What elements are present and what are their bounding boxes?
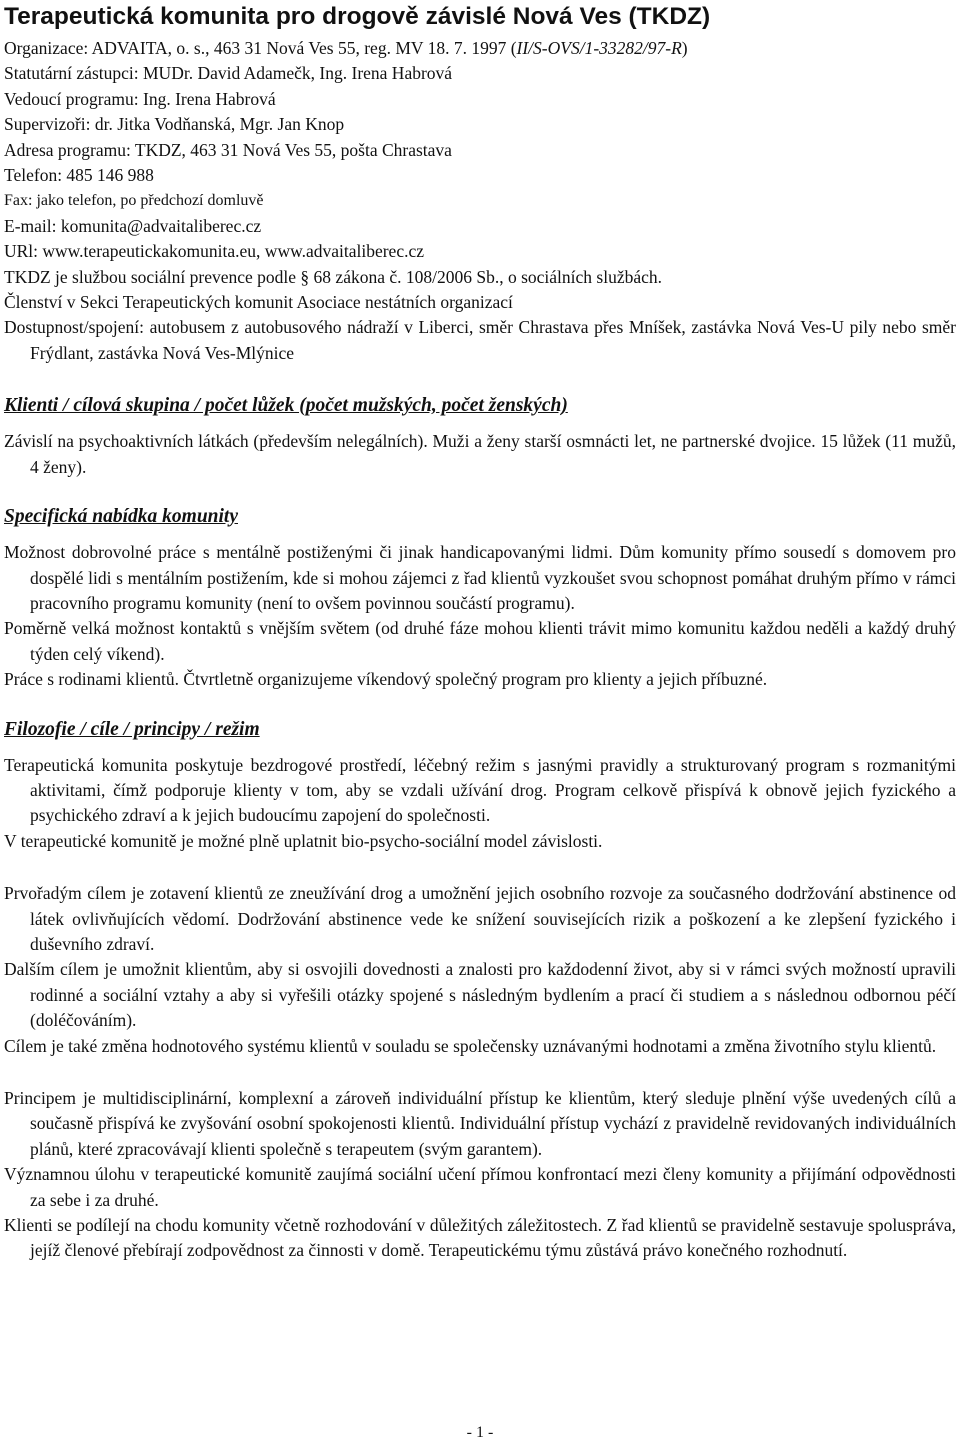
statutory-representatives: Statutární zástupci: MUDr. David Adamečk, Ing. Irena Habrová [4,63,453,84]
contact-info-block [4,36,956,366]
section-heading-offer: Specifická nabídka komunity [4,506,238,528]
section-heading-philosophy: Filozofie / cíle / principy / režim [4,718,260,740]
paragraph: Práce s rodinami klientů. Čtvrtletně organizujeme víkendový společný program pro klienty a jejich příbuzné. [4,669,768,690]
paragraph: Dalším cílem je umožnit klientům, aby si osvojili dovednosti a znalosti pro každodenní život, aby si v rámci svých možností upravili rodinné a sociální vztahy a aby si vyřešili otázky spojené s následným bydlením a prací či studiem a s následnou odbornou péčí (doléčováním). [4,959,956,1031]
paragraph: Cílem je také změna hodnotového systému klientů v souladu se společensky uznávanými hodnotami a změna životního stylu klientů. [4,1035,937,1056]
document-title: Terapeutická komunita pro drogově závislé Nová Ves (TKDZ) [4,3,711,30]
paragraph: Závislí na psychoaktivních látkách (především nelegálních). Muži a ženy starší osmnácti let, ne partnerské dvojice. 15 lůžek (11 mužů, 4 ženy). [4,431,956,477]
paragraph: Možnost dobrovolné práce s mentálně postiženými či jinak handicapovanými lidmi. Dům komunity přímo sousedí s domovem pro dospělé lidi s mentálním postižením, kde si mohou zájemci z řad klientů vyzkoušet svou schopnost pomáhat druhým přímo v rámci pracovního programu komunity (není to ovšem povinnou součástí programu). [4,542,956,613]
membership: Členství v Sekci Terapeutických komunit Asociace nestátních organizací [4,292,513,313]
paragraph: V terapeutické komunitě je možné plně uplatnit bio-psycho-sociální model závislosti. [4,830,603,851]
section-philosophy [4,717,956,1264]
phone: Telefon: 485 146 988 [4,165,154,186]
paragraph: Prvořadým cílem je zotavení klientů ze zneužívání drog a umožnění jejich osobního rozvoje za současného dodržování abstinence od látek ovlivňujících vědomí. Dodržování abstinence vede ke snížení souvisejících rizik a poškození a ke zlepšení fyzického i duševního zdraví. [4,883,956,954]
paragraph: Terapeutická komunita poskytuje bezdrogové prostředí, léčebný režim s jasnými pravidly a strukturovaný program s rozmanitými aktivitami, čímž podporuje klienty v tom, aby se vzdali užívání drog. Program celkově přispívá k obnově jejich fyzického a psychického zdraví a k jejich budoucímu zapojení do společnosti. [4,754,956,826]
section-offer [4,504,956,692]
fax: Fax: jako telefon, po předchozí domluvě [4,192,264,210]
program-head: Vedoucí programu: Ing. Irena Habrová [4,88,276,109]
section-heading-clients: Klienti / cílová skupina / počet lůžek (počet mužských, počet ženských) [4,395,568,417]
supervisors: Supervizoři: dr. Jitka Vodňanská, Mgr. Jan Knop [4,114,345,135]
document-page [4,0,956,1264]
paragraph: Poměrně velká možnost kontaktů s vnějším světem (od druhé fáze mohou klienti trávit mimo komunitu každou neděli a každý druhý týden celý víkend). [4,618,956,664]
paragraph: Klienti se podílejí na chodu komunity včetně rozhodování v důležitých záležitostech. Z řad klientů se pravidelně sestavuje spolusprávа, jejíž členové přebírají zodpovědnost za činnosti v domě. Terapeutickému týmu zůstává právo konečného rozhodnutí. [4,1215,956,1261]
paragraph: Principem je multidisciplinární, komplexní a zároveň individuální přístup ke klientům, který sleduje plnění výše uvedených cílů a současně přispívá ke zvyšování osobní spokojenosti klientů. Individuální přístup vychází z pravidelně revidovaných individuálních plánů, které zpracovávají klienti společně s terapeutem (svým garantem). [4,1088,956,1159]
registration-number: II/S-OVS/1-33282/97-R [516,38,682,58]
section-clients [4,393,956,480]
organization-closing: ) [681,38,688,58]
paragraph: Významnou úlohu v terapeutické komunitě zaujímá sociální učení přímou konfrontací mezi členy komunity a přijímání odpovědnosti za sebe i za druhé. [4,1164,956,1210]
url: URl: www.terapeutickakomunita.eu, www.advaitaliberec.cz [4,241,424,262]
organization-text: Organizace: ADVAITA, o. s., 463 31 Nová Ves 55, reg. MV 18. 7. 1997 ( [4,38,517,58]
organization-line [4,36,956,61]
accessibility: Dostupnost/spojení: autobusem z autobusového nádraží v Liberci, směr Chrastava přes Mníšek, zastávka Nová Ves-U pily nebo směr Frýdlant, zastávka Nová Ves-Mlýnice [4,317,956,363]
email: E-mail: komunita@advaitaliberec.cz [4,215,262,236]
service-statement: TKDZ je službou sociální prevence podle § 68 zákona č. 108/2006 Sb., o sociálních službách. [4,266,663,287]
page-number: - 1 - [466,1424,494,1441]
program-address: Adresa programu: TKDZ, 463 31 Nová Ves 55, pošta Chrastava [4,139,452,160]
